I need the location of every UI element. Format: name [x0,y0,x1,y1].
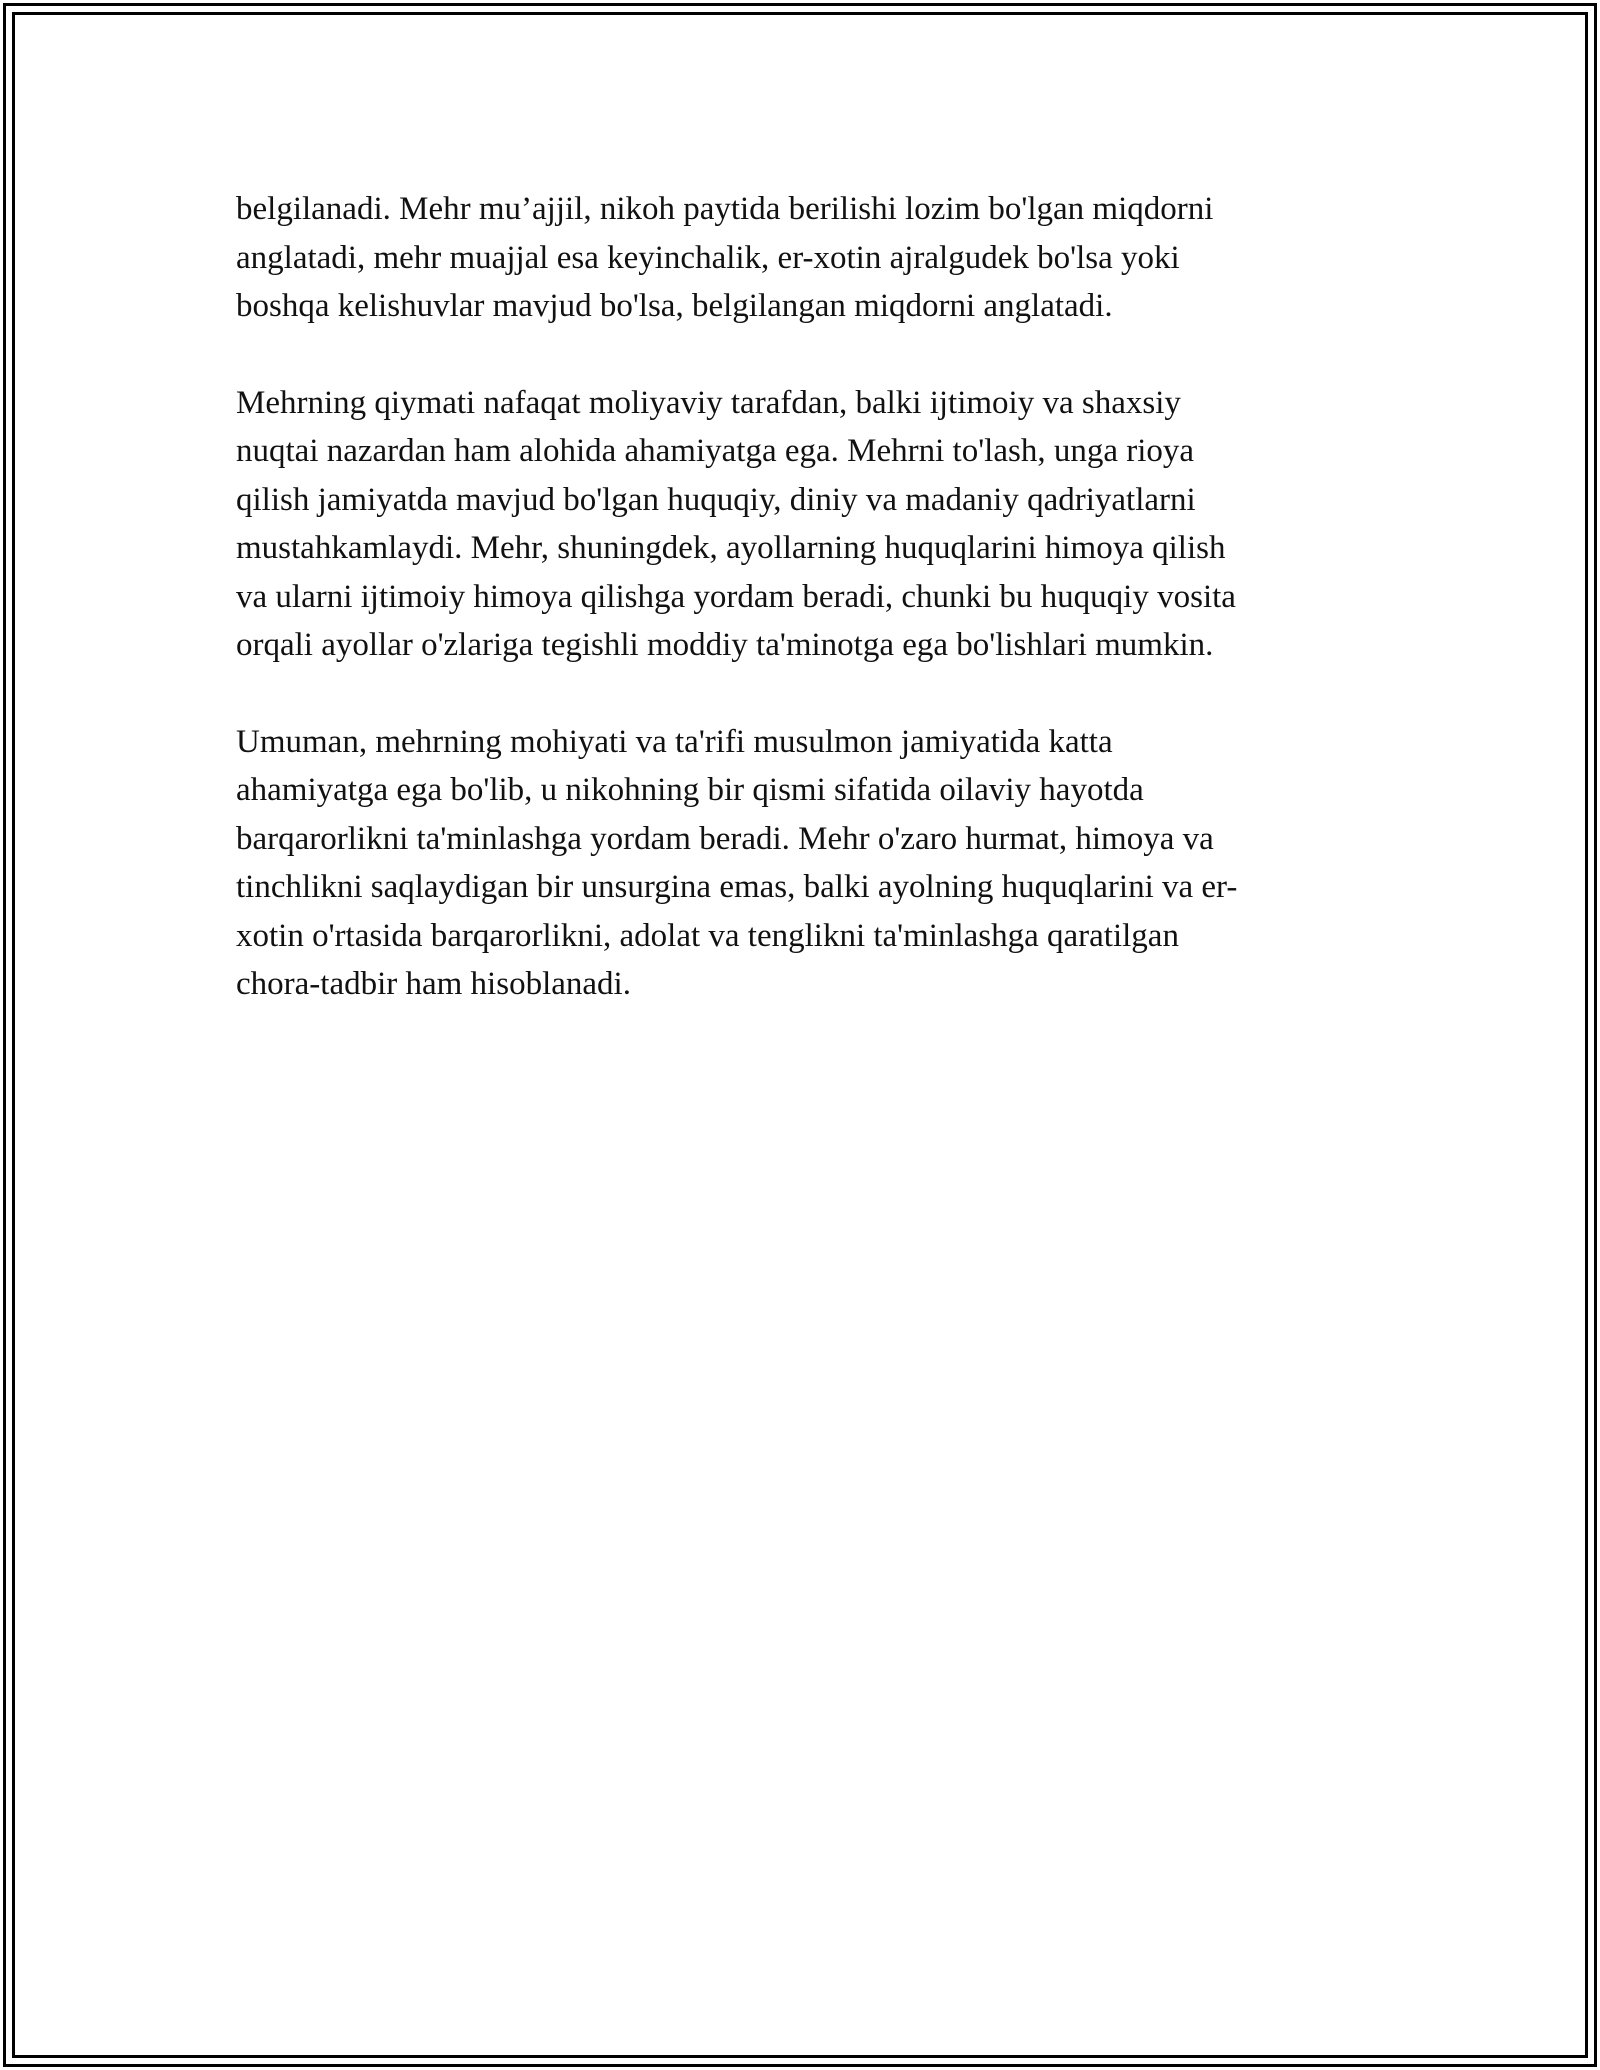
text-line: mustahkamlaydi. Mehr, shuningdek, ayollarning huquqlarini himoya qilish [236,530,1226,566]
text-line: anglatadi, mehr muajjal esa keyinchalik, er-xotin ajralgudek bo'lsa yoki [236,239,1180,276]
text-line: qilish jamiyatda mavjud bo'lgan huquqiy, diniy va madaniy qadriyatlarni [236,481,1196,518]
text-line: va ularni ijtimoiy himoya qilishga yordam beradi, chunki bu huquqiy vosita [236,578,1236,615]
text-line: tinchlikni saqlaydigan bir unsurgina emas, balki ayolning huquqlarini va er- [236,869,1238,905]
text-line: ahamiyatga ega bo'lib, u nikohning bir qismi sifatida oilaviy hayotda [236,772,1144,808]
text-line: Mehrning qiymati nafaqat moliyaviy tarafdan, balki ijtimoiy va shaxsiy [236,384,1181,421]
text-line: chora-tadbir ham hisoblanadi. [236,966,631,1002]
text-line: xotin o'rtasida barqarorlikni, adolat va tenglikni ta'minlashga qaratilgan [236,917,1179,954]
paragraph-1 [236,185,1356,331]
text-line: orqali ayollar o'zlariga tegishli moddiy ta'minotga ega bo'lishlari mumkin. [236,627,1214,663]
paragraph-3 [236,718,1356,1009]
text-line: barqarorlikni ta'minlashga yordam beradi. Mehr o'zaro hurmat, himoya va [236,820,1214,857]
text-line: belgilanadi. Mehr mu’ajjil, nikoh paytida berilishi lozim bo'lgan miqdorni [236,191,1214,227]
paragraph-2 [236,379,1356,670]
text-line: boshqa kelishuvlar mavjud bo'lsa, belgilangan miqdorni anglatadi. [236,288,1113,324]
text-line: nuqtai nazardan ham alohida ahamiyatga ega. Mehrni to'lash, unga rioya [236,433,1195,469]
document-body [236,185,1356,1057]
text-line: Umuman, mehrning mohiyati va ta'rifi musulmon jamiyatida katta [236,723,1113,760]
